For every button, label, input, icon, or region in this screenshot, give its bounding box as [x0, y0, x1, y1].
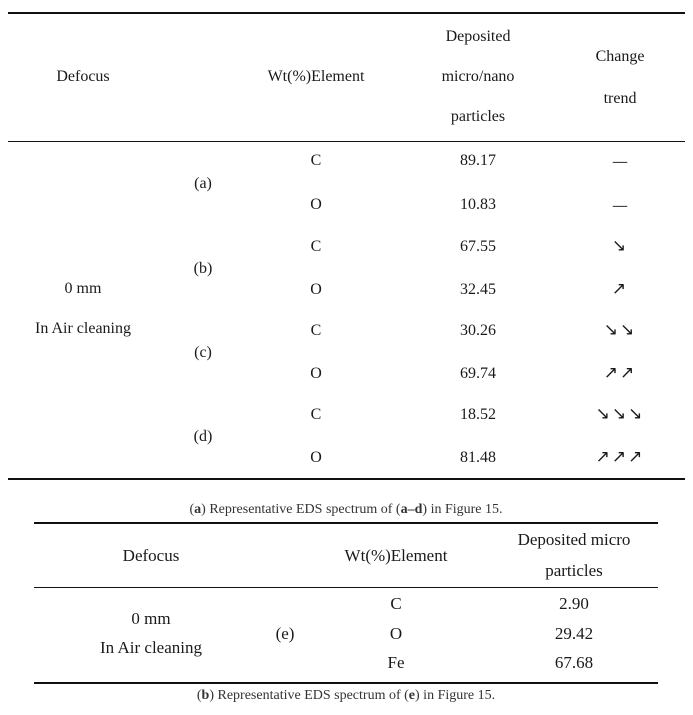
table-b-condition: In Air cleaning	[100, 638, 202, 657]
row-value: 89.17	[460, 152, 496, 169]
row-trend-down-arrow-icon: ↘↘	[603, 320, 637, 340]
row-value: 69.74	[460, 365, 496, 382]
table-a-header-trend-1: Change	[595, 48, 645, 65]
row-value: 81.48	[460, 449, 496, 466]
row-element: O	[310, 365, 322, 382]
table-a-defocus-value: 0 mm	[64, 280, 102, 297]
table-a-header-deposited-3: particles	[450, 108, 506, 125]
table-a-header-rule	[8, 141, 685, 142]
row-element: C	[390, 594, 402, 613]
table-a-header-defocus: Defocus	[56, 68, 110, 85]
row-element: C	[310, 238, 322, 255]
row-trend-up-arrow-icon: ↗	[611, 279, 629, 299]
table-a-group-d: (d)	[193, 428, 213, 445]
row-element: C	[310, 152, 322, 169]
table-b-header-element: Wt(%)Element	[344, 546, 448, 565]
table-a-caption: (a) Representative EDS spectrum of (a–d) in Figure 15.	[189, 502, 503, 517]
table-a-header-element: Wt(%)Element	[267, 68, 365, 85]
row-element: O	[310, 449, 322, 466]
row-element: O	[310, 281, 322, 298]
table-a-header-trend-2: trend	[603, 90, 637, 107]
table-b-bottom-rule	[34, 682, 658, 684]
table-a-header-deposited-1: Deposited	[445, 28, 511, 45]
table-b-header-rule	[34, 587, 658, 588]
row-value: 30.26	[460, 322, 496, 339]
table-a-header-deposited-2: micro/nano	[441, 68, 515, 85]
table-b-header-defocus: Defocus	[122, 546, 180, 565]
row-trend-flat: —	[612, 196, 628, 215]
table-a-condition: In Air cleaning	[35, 320, 131, 337]
table-b-defocus-value: 0 mm	[131, 609, 171, 628]
row-element: C	[310, 406, 322, 423]
row-trend-down-arrow-icon: ↘	[611, 236, 629, 256]
row-trend-down-arrow-icon: ↘↘↘	[595, 404, 645, 424]
row-value: 67.55	[460, 238, 496, 255]
table-b-group-e: (e)	[275, 624, 295, 643]
table-a-top-rule	[8, 12, 685, 14]
table-b-caption: (b) Representative EDS spectrum of (e) in Figure 15.	[196, 688, 496, 703]
table-a-bottom-rule	[8, 478, 685, 480]
row-value: 29.42	[554, 624, 594, 643]
row-value: 18.52	[460, 406, 496, 423]
row-element: C	[310, 322, 322, 339]
row-element: Fe	[387, 653, 405, 672]
table-a-group-a: (a)	[194, 175, 212, 192]
table-a-group-b: (b)	[193, 260, 213, 277]
row-value: 32.45	[460, 281, 496, 298]
row-trend-flat: —	[612, 152, 628, 171]
row-value: 67.68	[554, 653, 594, 672]
table-b-top-rule	[34, 522, 658, 524]
row-element: O	[310, 196, 322, 213]
row-trend-up-arrow-icon: ↗↗↗	[595, 447, 645, 467]
row-value: 10.83	[460, 196, 496, 213]
table-b-header-deposited-2: particles	[545, 561, 603, 580]
row-value: 2.90	[559, 594, 589, 613]
row-element: O	[389, 624, 403, 643]
row-trend-up-arrow-icon: ↗↗	[603, 363, 637, 383]
table-a-group-c: (c)	[194, 344, 212, 361]
table-b-header-deposited-1: Deposited micro	[517, 530, 631, 549]
